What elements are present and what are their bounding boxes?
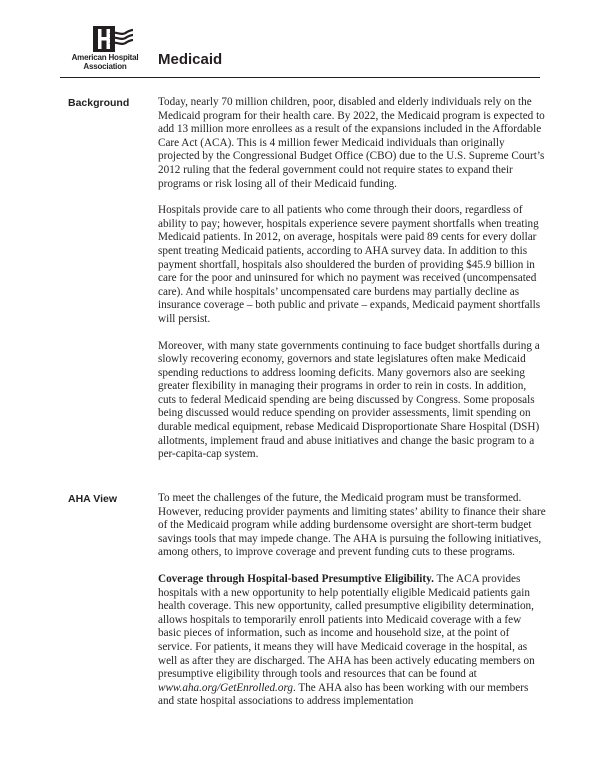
background-paragraph-3: Moreover, with many state governments continuing to face budget shortfalls during a slowly recovering economy, governors and state legislatures often make Medicaid spending reductions to address looming deficits. Many governors also are seeking greater flexibility in managing their programs in order to rein in costs. In addition, cuts to federal Medicaid spending are being discussed by Congress. Some proposals being discussed would reduce spending on provider assessments, limit spending on durable medical equipment, rebase Medicaid Disproportionate Share Hospital (DSH) allotments, implement fraud and abuse initiatives and change the basic program to a per-capita-cap system. <box>158 339 540 461</box>
get-enrolled-link[interactable]: www.aha.org/GetEnrolled.org <box>158 681 293 694</box>
background-label: Background <box>68 97 130 109</box>
aha-view-label: AHA View <box>68 493 118 505</box>
org-name-line1: American Hospital <box>71 53 139 62</box>
background-body <box>158 96 546 475</box>
coverage-heading: Coverage through Hospital-based Presumptive Eligibility. <box>158 572 434 585</box>
aha-logo-icon <box>93 26 133 52</box>
aha-view-intro: To meet the challenges of the future, the Medicaid program must be transformed. However, reducing provider payments and limiting states’ ability to finance their share of the Medicaid program while adding burdensome oversight are short-term budget savings tools that may impede change. The AHA is pursuing the following initiatives, among others, to improve coverage and prevent funding cuts to these programs. <box>158 492 546 559</box>
document-header <box>60 26 540 76</box>
aha-logo-wordmark <box>60 53 150 71</box>
coverage-paragraph <box>158 573 546 709</box>
header-divider <box>60 77 540 78</box>
org-name-line2: Association <box>83 62 127 71</box>
page-title: Medicaid <box>158 51 223 68</box>
background-paragraph-2: Hospitals provide care to all patients who come through their doors, regardless of ability to pay; however, hospitals experience severe payment shortfalls when treating Medicaid patients. In 2012, on average, hospitals were paid 89 cents for every dollar spent treating Medicaid patients, according to AHA survey data. In addition to this payment shortfall, hospitals also shouldered the burden of providing $45.9 billion in care for the poor and uninsured for which no payment was received (uncompensated care). And while hospitals’ uncompensated care burdens may partially decline as insurance coverage – both public and private – expands, Medicaid payment shortfalls will persist. <box>158 204 541 325</box>
aha-logo <box>60 26 150 74</box>
aha-view-body <box>158 492 546 722</box>
coverage-text-1: The ACA provides hospitals with a new opportunity to help potentially eligible Medicaid patients gain health coverage. This new opportunity, called presumptive eligibility determination, allows hospitals to temporarily enroll patients into Medicaid coverage with a few basic pieces of information, such as income and household size, at the point of service. For patients, it means they will have Medicaid coverage in the hospital, as well as after they are discharged. The AHA has been actively educating members on presumptive eligibility through tools and resources that can be found at <box>158 572 535 681</box>
background-paragraph-1: Today, nearly 70 million children, poor, disabled and elderly individuals rely on the Medicaid program for their health care. By 2022, the Medicaid program is expected to add 13 million more enrollees as a result of the expansions included in the Affordable Care Act (ACA). This is 4 million fewer Medicaid individuals than originally projected by the Congressional Budget Office (CBO) due to the U.S. Supreme Court’s 2012 ruling that the federal government could not require states to expand their programs or risk losing all of their Medicaid funding. <box>158 96 545 190</box>
coverage-text-2: . The AHA also has been working with our members and state hospital associations to address implementation <box>158 681 529 708</box>
